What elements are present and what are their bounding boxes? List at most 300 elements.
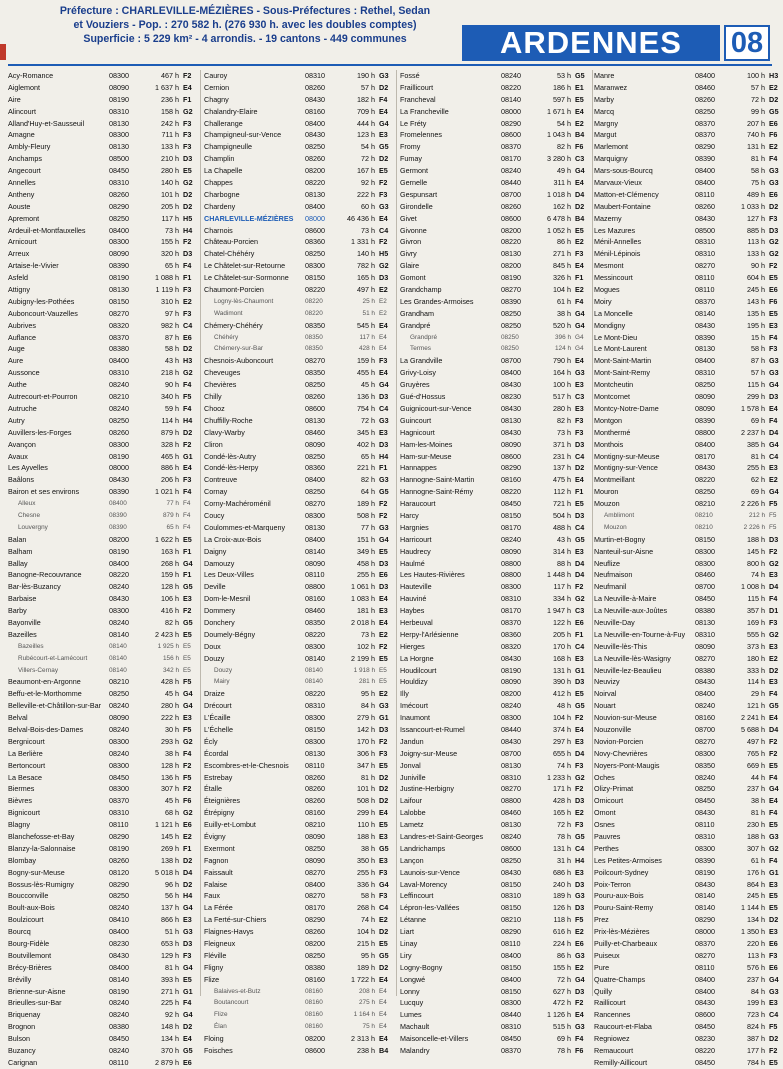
commune-row [8, 605, 197, 617]
map-grid-ref: E4 [379, 808, 388, 818]
map-grid-ref: F4 [769, 689, 778, 699]
population: 255 h [357, 867, 375, 877]
postal-code: 08240 [109, 748, 129, 758]
population: 135 h [747, 308, 765, 318]
map-grid-ref: C4 [575, 641, 585, 651]
commune-row [400, 284, 589, 296]
map-grid-ref: E2 [769, 142, 778, 152]
commune-name: Monthois [594, 439, 624, 449]
population: 51 h [362, 309, 375, 317]
population: 117 h [553, 582, 571, 592]
population: 69 h [751, 415, 765, 425]
population: 75 h [751, 178, 765, 188]
postal-code: 08600 [501, 130, 521, 140]
commune-row [400, 867, 589, 879]
map-grid-ref: G3 [575, 368, 585, 378]
map-grid-ref: E4 [769, 796, 778, 806]
postal-code: 08150 [501, 510, 521, 520]
map-grid-ref: H5 [183, 213, 193, 223]
commune-name: Haudrecy [400, 546, 431, 556]
postal-code: 08170 [501, 522, 521, 532]
population: 56 h [165, 891, 179, 901]
commune-row [400, 831, 589, 843]
commune-name: Gespunsart [400, 189, 438, 199]
commune-row [204, 783, 393, 795]
commune-name: Prez [594, 915, 609, 925]
population: 145 h [747, 546, 765, 556]
commune-name: Carignan [8, 1057, 38, 1067]
population: 497 h [747, 736, 765, 746]
commune-name: Brieulles-sur-Bar [8, 998, 62, 1008]
map-grid-ref: H3 [769, 71, 779, 80]
commune-name: Rancennes [594, 1010, 631, 1020]
postal-code: 08380 [109, 344, 129, 354]
commune-name: Aire [8, 94, 21, 104]
commune-row [8, 938, 197, 950]
commune-name: Quilly [594, 986, 612, 996]
population: 475 h [553, 475, 571, 485]
postal-code: 08600 [501, 843, 521, 853]
population: 171 h [553, 784, 571, 794]
population: 416 h [161, 606, 179, 616]
map-grid-ref: D2 [769, 665, 779, 675]
population: 576 h [747, 962, 765, 972]
map-grid-ref: F1 [575, 273, 584, 283]
commune-row [594, 118, 783, 130]
commune-name: Banogne-Recouvrance [8, 570, 82, 580]
population: 188 h [357, 832, 375, 841]
map-grid-ref: E3 [379, 427, 388, 437]
postal-code: 08360 [501, 629, 521, 639]
postal-code: 08310 [695, 249, 715, 259]
postal-code: 08130 [305, 748, 325, 758]
population: 134 h [747, 915, 765, 925]
commune-row [204, 272, 393, 284]
population: 190 h [357, 71, 375, 80]
commune-name: Damouzy [204, 558, 235, 568]
commune-name: Blanchefosse-et-Bay [8, 832, 75, 841]
commune-name: Ham-les-Moines [400, 439, 453, 449]
population: 30 h [165, 724, 179, 734]
postal-code: 08260 [305, 392, 325, 402]
map-grid-ref: E3 [769, 927, 778, 937]
commune-name: Maisoncelle-et-Villers [400, 1034, 469, 1044]
commune-name: Drécourt [204, 701, 232, 711]
postal-code: 08390 [695, 855, 715, 865]
commune-row [594, 474, 783, 486]
population: 205 h [161, 201, 179, 211]
commune-sub-row [8, 510, 197, 522]
commune-name: Ardeuil-et-Montfauxelles [8, 225, 86, 235]
postal-code: 08190 [109, 273, 129, 283]
population: 57 h [751, 82, 765, 92]
map-grid-ref: C4 [379, 403, 389, 413]
commune-row [400, 248, 589, 260]
postal-code: 08220 [501, 82, 521, 92]
postal-code: 08270 [501, 285, 521, 295]
commune-row [400, 462, 589, 474]
population: 15 h [751, 332, 765, 342]
population: 136 h [357, 392, 375, 402]
population: 320 h [161, 249, 179, 259]
department-number-box: 08 [724, 25, 770, 61]
map-grid-ref: H4 [575, 855, 585, 865]
commune-name: Harricourt [400, 534, 432, 544]
population: 155 h [161, 237, 179, 247]
population: 709 h [357, 106, 375, 116]
commune-name: Attigny [8, 285, 30, 295]
postal-code: 08370 [695, 130, 715, 140]
population: 1 121 h [155, 820, 179, 830]
population: 81 h [361, 772, 375, 782]
postal-code: 08240 [695, 701, 715, 711]
postal-code: 08130 [305, 415, 325, 425]
postal-code: 08240 [109, 1010, 129, 1020]
commune-name: Poilcourt-Sydney [594, 867, 649, 877]
commune-name: La Chapelle [204, 166, 243, 176]
postal-code: 08190 [109, 843, 129, 853]
postal-code: 08270 [695, 950, 715, 960]
population: 982 h [161, 320, 179, 330]
map-grid-ref: D3 [575, 677, 585, 687]
map-grid-ref: E6 [769, 962, 778, 972]
postal-code: 08400 [305, 879, 325, 889]
postal-code: 08400 [695, 986, 715, 996]
commune-name: Étalle [204, 784, 222, 794]
commune-name: Margut [594, 130, 617, 140]
commune-row [400, 201, 589, 213]
population: 215 h [357, 939, 375, 949]
map-grid-ref: E6 [769, 189, 778, 199]
commune-row [400, 355, 589, 367]
commune-name: Daigny [204, 546, 227, 556]
commune-row [204, 82, 393, 94]
postal-code: 08200 [109, 534, 129, 544]
map-grid-ref: D2 [575, 463, 585, 473]
map-grid-ref: E3 [379, 606, 388, 616]
map-grid-ref: E4 [379, 617, 388, 627]
postal-code: 08400 [109, 225, 129, 235]
commune-row [8, 617, 197, 629]
commune-row [204, 534, 393, 546]
commune-name: Ambly-Fleury [8, 142, 51, 152]
commune-name: Évigny [204, 832, 226, 841]
commune-name: Boucconville [8, 891, 49, 901]
population: 238 h [357, 1046, 375, 1056]
population: 370 h [161, 1046, 179, 1056]
map-grid-ref: G3 [379, 201, 389, 211]
map-grid-ref: E3 [769, 463, 778, 473]
commune-name: Château-Porcien [204, 237, 258, 247]
population: 123 h [357, 130, 375, 140]
postal-code: 08230 [695, 1034, 715, 1044]
commune-row [400, 403, 589, 415]
postal-code: 08700 [501, 189, 521, 199]
commune-row [204, 474, 393, 486]
commune-name: Osnes [594, 820, 615, 830]
map-grid-ref: G3 [379, 415, 389, 425]
commune-name: Maranwez [594, 82, 628, 92]
population: 597 h [553, 94, 571, 104]
commune-row [204, 581, 393, 593]
commune-name: Malandry [400, 1046, 430, 1056]
commune-row [594, 355, 783, 367]
map-grid-ref: G3 [575, 950, 585, 960]
map-grid-ref: F4 [769, 332, 778, 342]
commune-row [204, 415, 393, 427]
commune-row [594, 558, 783, 570]
commune-name: Apremont [8, 213, 40, 223]
map-grid-ref: G4 [379, 879, 389, 889]
map-grid-ref: F1 [379, 463, 388, 473]
postal-code: 08250 [501, 308, 521, 318]
map-grid-ref: G4 [379, 380, 389, 390]
map-grid-ref: F2 [379, 237, 388, 247]
postal-code: 08240 [109, 724, 129, 734]
postal-code: 08370 [695, 296, 715, 306]
commune-name: Charnois [204, 225, 233, 235]
commune-name: Floing [204, 1034, 224, 1044]
population: 72 h [751, 94, 765, 104]
map-grid-ref: E4 [769, 403, 778, 413]
commune-name: Beaumont-en-Argonne [8, 677, 81, 687]
postal-code: 08800 [501, 796, 521, 806]
commune-name: Lalobbe [400, 808, 426, 818]
map-grid-ref: F2 [379, 510, 388, 520]
commune-name: Estrebay [204, 772, 233, 782]
population: 455 h [357, 368, 375, 378]
commune-name: Élan [214, 1023, 227, 1031]
postal-code: 08190 [109, 94, 129, 104]
map-grid-ref: C4 [183, 320, 193, 330]
population: 279 h [357, 713, 375, 723]
population: 73 h [557, 427, 571, 437]
commune-name: Chaumont-Porcien [204, 285, 264, 295]
population: 293 h [161, 736, 179, 746]
commune-row [8, 1033, 197, 1045]
commune-name: Létanne [400, 915, 426, 925]
commune-name: Avaux [8, 451, 28, 461]
map-grid-ref: F3 [575, 820, 584, 830]
postal-code: 08600 [695, 1010, 715, 1020]
commune-row [594, 950, 783, 962]
commune-row [400, 129, 589, 141]
population: 167 h [357, 166, 375, 176]
map-grid-ref: E5 [379, 546, 388, 556]
commune-name: Pure [594, 962, 610, 972]
population: 2 226 h [741, 499, 765, 509]
population: 885 h [747, 225, 765, 235]
commune-row [8, 962, 197, 974]
department-info [30, 4, 460, 62]
population: 43 h [165, 356, 179, 366]
map-grid-ref: E6 [183, 820, 192, 830]
commune-name: Murtin-et-Bogny [594, 534, 646, 544]
commune-row [400, 724, 589, 736]
population: 54 h [361, 142, 375, 152]
map-grid-ref: D1 [769, 606, 779, 616]
population: 188 h [747, 832, 765, 841]
population: 1 043 h [547, 130, 571, 140]
population: 349 h [357, 546, 375, 556]
population: 73 h [361, 629, 375, 639]
map-grid-ref: E3 [575, 653, 584, 663]
commune-name: Bièvres [8, 796, 32, 806]
commune-row [594, 225, 783, 237]
population: 74 h [751, 570, 765, 580]
population: 75 h [362, 1023, 375, 1031]
commune-name: Fromelennes [400, 130, 442, 140]
map-grid-ref: G2 [769, 629, 779, 639]
postal-code: 08240 [109, 403, 129, 413]
commune-name: Guignicourt-sur-Vence [400, 403, 472, 413]
commune-name: Puiseux [594, 950, 620, 960]
commune-name: Bazeilles [8, 629, 37, 639]
map-grid-ref: E3 [183, 915, 192, 925]
map-grid-ref: E4 [379, 594, 388, 604]
commune-name: Exermont [204, 843, 235, 853]
map-grid-ref: F3 [183, 308, 192, 318]
postal-code: 08150 [109, 296, 129, 306]
commune-name: Raillicourt [594, 998, 626, 1008]
commune-row [8, 546, 197, 558]
postal-code: 08460 [305, 606, 325, 616]
postal-code: 08300 [109, 130, 129, 140]
commune-row [8, 831, 197, 843]
commune-row [204, 70, 393, 82]
population: 334 h [553, 594, 571, 604]
population: 122 h [553, 617, 571, 627]
commune-sub-row [8, 522, 197, 534]
commune-name: Douzy [204, 653, 225, 663]
commune-row [594, 213, 783, 225]
population: 164 h [553, 368, 571, 378]
population: 428 h [161, 677, 179, 687]
postal-code: 08430 [695, 677, 715, 687]
commune-sub-row [204, 332, 393, 344]
postal-code: 08360 [305, 237, 325, 247]
postal-code: 08450 [695, 796, 715, 806]
map-grid-ref: F2 [379, 736, 388, 746]
postal-code: 08310 [695, 368, 715, 378]
postal-code: 08460 [501, 808, 521, 818]
population: 1 331 h [351, 237, 375, 247]
population: 845 h [553, 261, 571, 271]
commune-row [594, 1045, 783, 1057]
population: 59 h [165, 403, 179, 413]
commune-row [594, 343, 783, 355]
commune-row [594, 403, 783, 415]
commune-name: La Neuville-à-Maire [594, 594, 657, 604]
commune-row [204, 320, 393, 332]
map-grid-ref: D3 [575, 986, 585, 996]
postal-code: 08430 [109, 475, 129, 485]
map-grid-ref: E5 [575, 689, 584, 699]
map-grid-ref: E6 [379, 570, 388, 580]
map-grid-ref: E3 [769, 641, 778, 651]
commune-name: Alland'Huy-et-Sausseuil [8, 118, 85, 128]
commune-name: Neuville-lez-Beaulieu [594, 665, 662, 675]
population: 95 h [361, 950, 375, 960]
population: 189 h [553, 891, 571, 901]
commune-name: Nouart [594, 701, 616, 711]
commune-name: Maubert-Fontaine [594, 201, 651, 211]
commune-row [8, 819, 197, 831]
population: 156 h [163, 654, 179, 662]
postal-code: 08400 [501, 368, 521, 378]
map-grid-ref: D4 [769, 427, 779, 437]
postal-code: 08250 [501, 855, 521, 865]
population: 142 h [357, 724, 375, 734]
commune-name: Chagny [204, 94, 229, 104]
commune-sub-row [204, 343, 393, 355]
commune-name: Contreuve [204, 475, 238, 485]
map-grid-ref: F5 [183, 724, 192, 734]
population: 189 h [357, 499, 375, 509]
commune-name: Artaise-le-Vivier [8, 261, 59, 271]
commune-row [594, 236, 783, 248]
postal-code: 08150 [695, 534, 715, 544]
postal-code: 08370 [501, 142, 521, 152]
commune-row [8, 688, 197, 700]
postal-code: 08250 [109, 689, 129, 699]
commune-name: Harcy [400, 510, 419, 520]
map-grid-ref: G4 [183, 903, 193, 913]
commune-name: La Francheville [400, 106, 449, 116]
commune-name: Noyers-Pont-Maugis [594, 760, 660, 770]
population: 306 h [357, 748, 375, 758]
commune-name: Nanteuil-sur-Aisne [594, 546, 654, 556]
postal-code: 08370 [501, 1046, 521, 1056]
population: 58 h [165, 344, 179, 354]
commune-name: Autrecourt-et-Pourron [8, 392, 78, 402]
postal-code: 08130 [305, 189, 325, 199]
commune-name: Boutancourt [214, 999, 249, 1007]
commune-name: Briquenay [8, 1010, 41, 1020]
postal-code: 08250 [109, 891, 129, 901]
commune-name: Landres-et-Saint-Georges [400, 832, 484, 841]
postal-code: 08350 [305, 617, 325, 627]
population: 245 h [747, 285, 765, 295]
population: 205 h [553, 629, 571, 639]
commune-row [8, 284, 197, 296]
map-grid-ref: G5 [379, 843, 389, 853]
postal-code: 08090 [501, 439, 521, 449]
population: 38 h [165, 748, 179, 758]
commune-row [8, 177, 197, 189]
postal-code: 08250 [109, 415, 129, 425]
map-grid-ref: E2 [379, 689, 388, 699]
commune-row [400, 641, 589, 653]
map-grid-ref: G4 [575, 166, 585, 176]
commune-row [400, 379, 589, 391]
population: 2 423 h [155, 629, 179, 639]
map-grid-ref: F2 [769, 261, 778, 271]
postal-code: 08600 [501, 213, 521, 223]
map-grid-ref: D2 [769, 201, 779, 211]
commune-row [594, 581, 783, 593]
postal-code: 08370 [109, 332, 129, 342]
commune-name: Doux [204, 641, 221, 651]
commune-row [400, 1033, 589, 1045]
population: 82 h [361, 475, 375, 485]
population: 81 h [751, 808, 765, 818]
commune-name: Le Mont-Laurent [594, 344, 647, 354]
postal-code: 08150 [501, 986, 521, 996]
commune-name: Givonne [400, 225, 427, 235]
commune-row [204, 867, 393, 879]
population: 1 061 h [351, 582, 375, 592]
